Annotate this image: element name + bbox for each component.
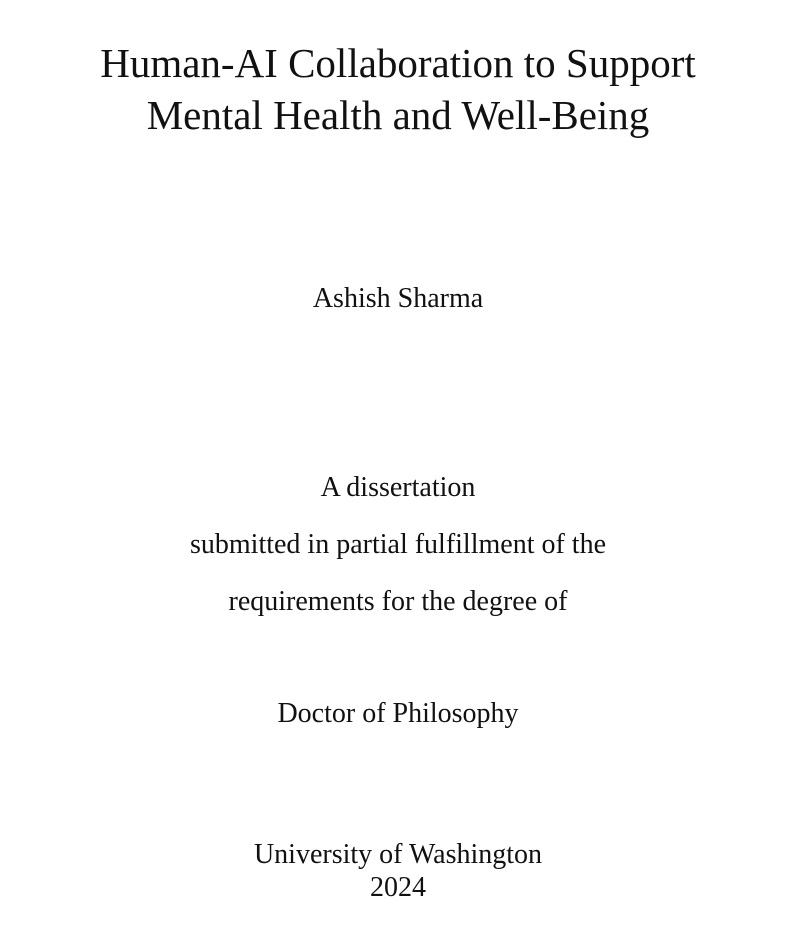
- dissertation-title-line-1: Human-AI Collaboration to Support: [100, 40, 696, 86]
- institution-name: University of Washington: [253, 839, 543, 870]
- year: 2024: [370, 872, 426, 903]
- statement-line-3: requirements for the degree of: [228, 586, 568, 617]
- statement-line-1: A dissertation: [320, 472, 476, 503]
- degree-name: Doctor of Philosophy: [277, 698, 519, 729]
- statement-line-2: submitted in partial fulfillment of the: [189, 529, 607, 560]
- dissertation-title-line-2: Mental Health and Well-Being: [146, 92, 650, 138]
- author-name: Ashish Sharma: [312, 283, 484, 314]
